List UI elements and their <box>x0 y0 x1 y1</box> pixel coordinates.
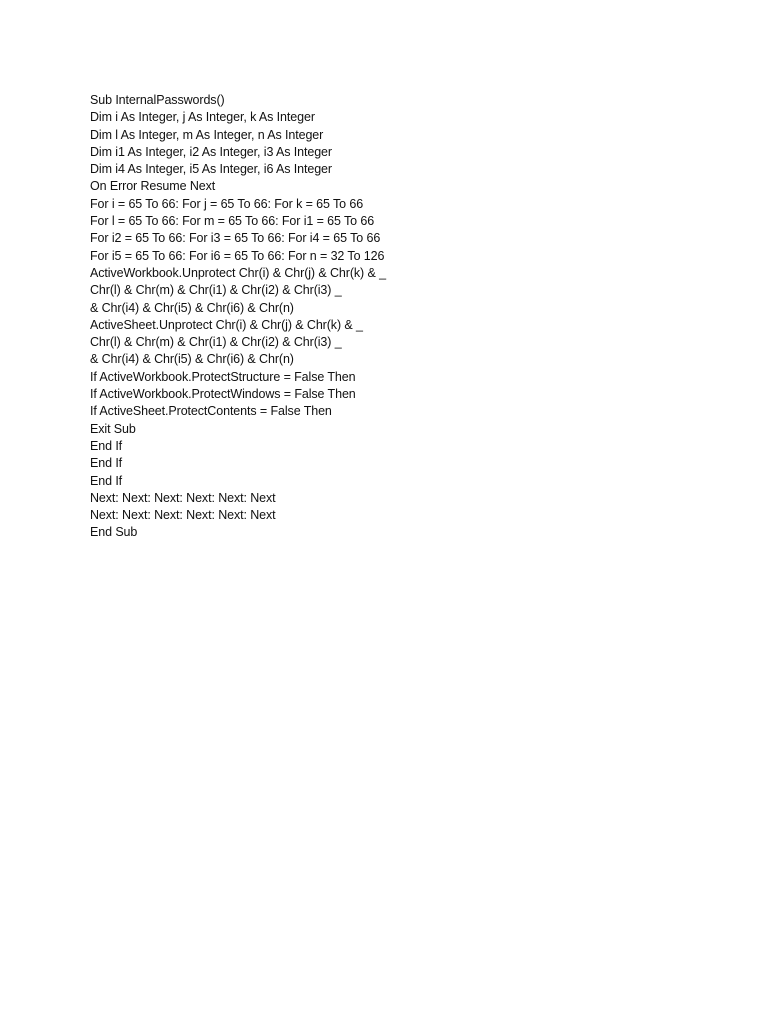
code-line: For i2 = 65 To 66: For i3 = 65 To 66: For i4 = 65 To 66 <box>90 231 381 246</box>
code-line: ActiveSheet.Unprotect Chr(i) & Chr(j) & Chr(k) & _ <box>90 317 363 332</box>
code-line: End If <box>90 456 123 471</box>
code-line: Dim i4 As Integer, i5 As Integer, i6 As Integer <box>90 162 332 177</box>
code-line: On Error Resume Next <box>90 179 216 194</box>
code-line: If ActiveWorkbook.ProtectStructure = False Then <box>90 369 356 384</box>
code-line: Next: Next: Next: Next: Next: Next <box>90 508 276 523</box>
code-line: Sub InternalPasswords() <box>90 93 225 107</box>
code-line: & Chr(i4) & Chr(i5) & Chr(i6) & Chr(n) <box>90 300 294 315</box>
code-line: ActiveWorkbook.Unprotect Chr(i) & Chr(j) & Chr(k) & _ <box>90 265 386 280</box>
code-line: Chr(l) & Chr(m) & Chr(i1) & Chr(i2) & Chr(i3) _ <box>90 335 342 350</box>
code-line: Chr(l) & Chr(m) & Chr(i1) & Chr(i2) & Chr(i3) _ <box>90 283 342 298</box>
code-line: End Sub <box>90 525 138 540</box>
code-line: For l = 65 To 66: For m = 65 To 66: For i1 = 65 To 66 <box>90 214 375 229</box>
code-line: End If <box>90 438 123 453</box>
code-line: If ActiveWorkbook.ProtectWindows = False Then <box>90 387 356 402</box>
code-line: & Chr(i4) & Chr(i5) & Chr(i6) & Chr(n) <box>90 352 294 367</box>
code-line: Next: Next: Next: Next: Next: Next <box>90 490 276 505</box>
code-line: Exit Sub <box>90 421 136 436</box>
code-line: For i5 = 65 To 66: For i6 = 65 To 66: For n = 32 To 126 <box>90 248 385 263</box>
code-line: Dim l As Integer, m As Integer, n As Integer <box>90 127 324 142</box>
code-line: Dim i1 As Integer, i2 As Integer, i3 As Integer <box>90 144 332 159</box>
code-line: If ActiveSheet.ProtectContents = False Then <box>90 404 332 419</box>
code-line: Dim i As Integer, j As Integer, k As Integer <box>90 110 315 125</box>
code-line: End If <box>90 473 123 488</box>
code-line: For i = 65 To 66: For j = 65 To 66: For k = 65 To 66 <box>90 196 364 211</box>
vba-code-block <box>90 92 730 542</box>
